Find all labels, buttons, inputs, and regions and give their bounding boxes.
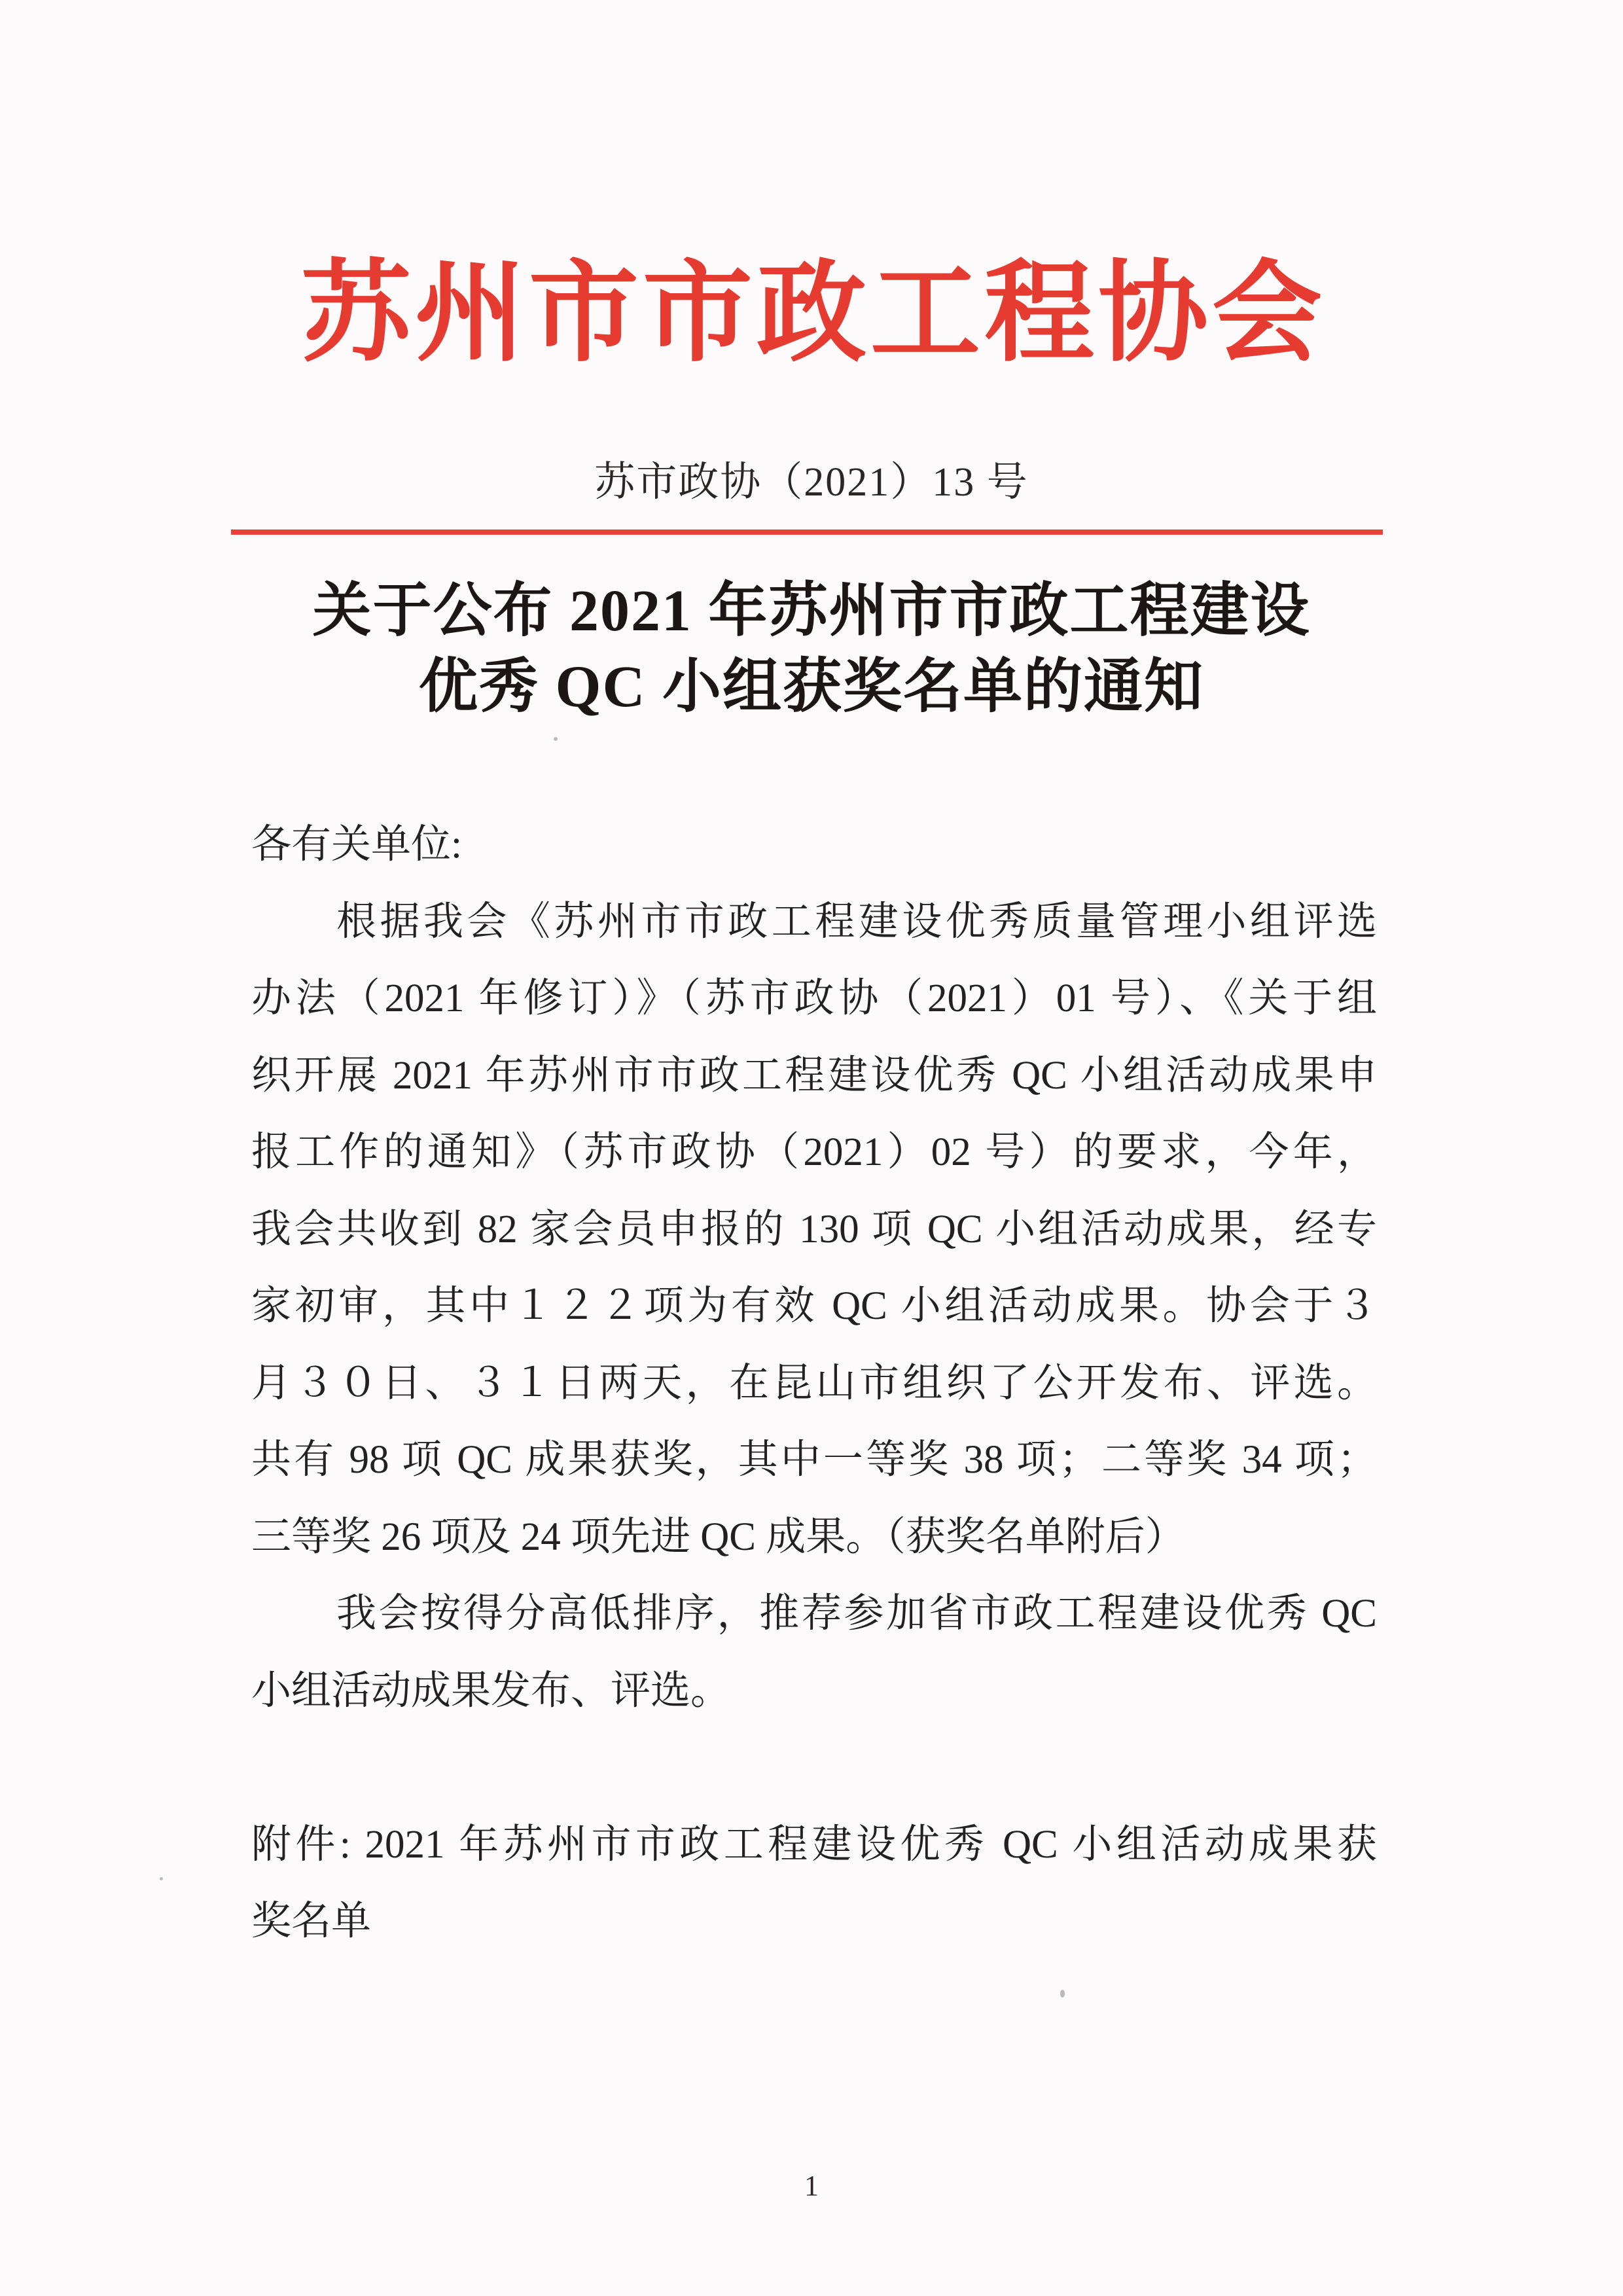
- paragraph-line: 根据我会《苏州市市政工程建设优秀质量管理小组评选: [336, 899, 1377, 944]
- page-number: 1: [804, 2170, 819, 2202]
- notice-title-line: 关于公布 2021 年苏州市市政工程建设: [312, 579, 1311, 643]
- paragraph-line: 家初审，其中１２２项为有效 QC 小组活动成果。协会于３: [251, 1284, 1377, 1328]
- attachment-line: 奖名单: [251, 1899, 372, 1943]
- body-paragraph: [251, 1575, 1377, 1729]
- notice-title: [0, 573, 1623, 725]
- paragraph-line: 织开展 2021 年苏州市市政工程建设优秀 QC 小组活动成果申: [251, 1053, 1377, 1098]
- paragraph-line: 三等奖 26 项及 24 项先进 QC 成果。（获奖名单附后）: [251, 1515, 1185, 1559]
- red-header-rule: [231, 529, 1383, 535]
- notice-title-line: 优秀 QC 小组获奖名单的通知: [419, 655, 1204, 719]
- salutation: 各有关单位:: [251, 823, 462, 867]
- paragraph-line: 报工作的通知》（苏市政协（2021）02 号）的要求，今年，: [251, 1130, 1377, 1174]
- document-number: 苏市政协（2021）13 号: [594, 460, 1029, 505]
- blank-line: [251, 1729, 1377, 1806]
- notice-body: [251, 806, 1377, 1960]
- paragraph-line: 共有 98 项 QC 成果获奖，其中一等奖 38 项；二等奖 34 项；: [251, 1438, 1377, 1482]
- paragraph-line: 办法（2021 年修订）》（苏市政协（2021）01 号）、《关于组: [251, 977, 1377, 1020]
- paragraph-line: 小组活动成果发布、评选。: [251, 1668, 731, 1713]
- scan-speck: [160, 1877, 163, 1880]
- attachment-note: [251, 1806, 1377, 1960]
- paragraph-line: 我会按得分高低排序，推荐参加省市政工程建设优秀 QC: [336, 1592, 1377, 1636]
- scan-speck: [554, 737, 558, 741]
- scan-speck: [1060, 1990, 1065, 1998]
- attachment-line: 附件: 2021 年苏州市市政工程建设优秀 QC 小组活动成果获: [251, 1822, 1377, 1867]
- paragraph-line: 月３０日、３１日两天，在昆山市组织了公开发布、评选。: [251, 1361, 1377, 1405]
- paragraph-line: 我会共收到 82 家会员申报的 130 项 QC 小组活动成果，经专: [251, 1207, 1377, 1251]
- body-paragraph: [251, 884, 1377, 1576]
- organization-letterhead: 苏州市市政工程协会: [301, 253, 1326, 375]
